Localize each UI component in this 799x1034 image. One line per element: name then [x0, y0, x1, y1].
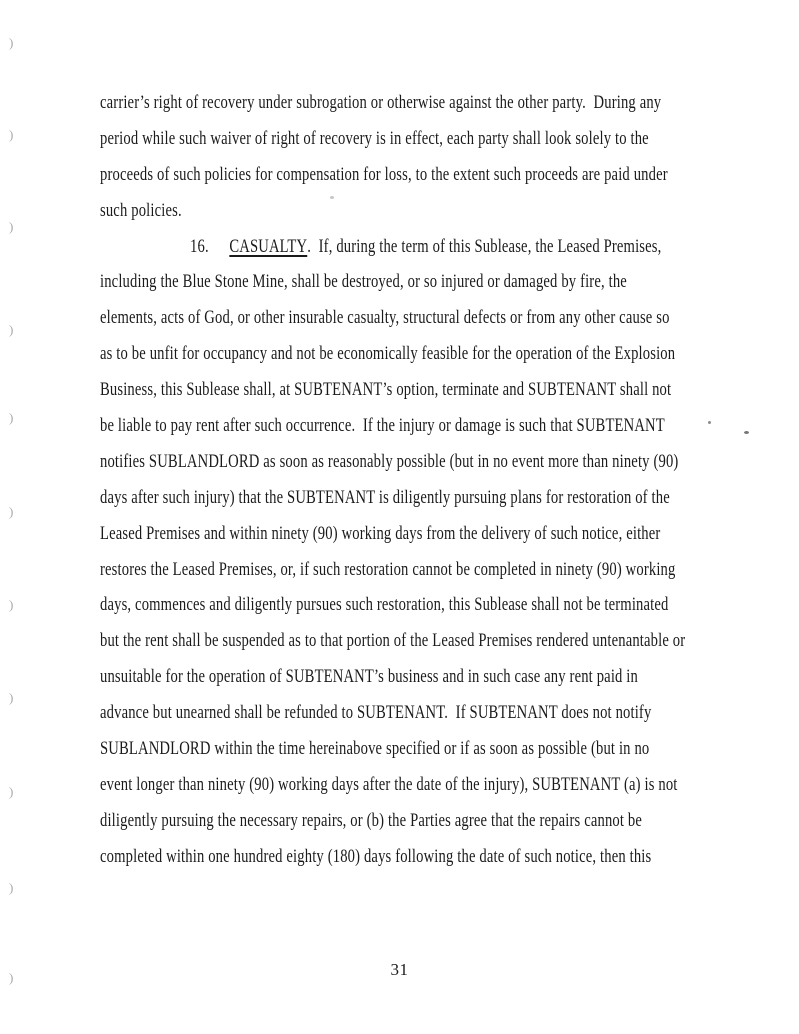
- line-text: but the rent shall be suspended as to that portion of the Leased Premises rendered untenantable or: [100, 631, 686, 652]
- line-text: unsuitable for the operation of SUBTENANT’s business and in such case any rent paid in: [100, 667, 639, 688]
- line-text: . If, during the term of this Sublease, the Leased Premises,: [307, 236, 662, 257]
- document-line: [100, 194, 685, 230]
- document-line: [100, 265, 685, 301]
- scan-speck: [708, 421, 711, 424]
- line-text: completed within one hundred eighty (180) days following the date of such notice, then this: [100, 846, 652, 867]
- document-line: [100, 768, 685, 804]
- binder-mark: ): [9, 504, 14, 519]
- document-line: [100, 553, 685, 589]
- document-line: [100, 517, 685, 553]
- binder-mark: ): [9, 880, 14, 895]
- binder-mark: ): [9, 690, 14, 705]
- binder-mark: ): [9, 784, 14, 799]
- document-line: [100, 732, 685, 768]
- document-line: [100, 301, 685, 337]
- line-text: days after such injury) that the SUBTENANT is diligently pursuing plans for restoration of the: [100, 487, 670, 508]
- document-line: [100, 445, 685, 481]
- line-text: Leased Premises and within ninety (90) working days from the delivery of such notice, either: [100, 523, 661, 544]
- line-text: days, commences and diligently pursues such restoration, this Sublease shall not be terminated: [100, 595, 669, 616]
- document-line: [100, 337, 685, 373]
- document-line: [100, 840, 685, 876]
- binder-mark: ): [9, 35, 14, 50]
- binder-mark: ): [9, 322, 14, 337]
- binder-mark: ): [9, 970, 14, 985]
- document-line: [100, 588, 685, 624]
- document-line: [100, 660, 685, 696]
- line-text: elements, acts of God, or other insurable casualty, structural defects or from any other cause so: [100, 308, 670, 329]
- page-number: 31: [390, 960, 409, 979]
- binder-mark: ): [9, 219, 14, 234]
- document-line: [100, 158, 685, 194]
- scan-speck: [330, 196, 334, 199]
- line-text: notifies SUBLANDLORD as soon as reasonably possible (but in no event more than ninety (90): [100, 451, 679, 472]
- document-line: [100, 230, 685, 266]
- line-text: diligently pursuing the necessary repairs, or (b) the Parties agree that the repairs cannot be: [100, 810, 643, 831]
- document-line: [100, 481, 685, 517]
- document-line: [100, 624, 685, 660]
- line-text: as to be unfit for occupancy and not be economically feasible for the operation of the Explosion: [100, 344, 676, 365]
- line-text: restores the Leased Premises, or, if such restoration cannot be completed in ninety (90) working: [100, 559, 676, 580]
- line-text: carrier’s right of recovery under subrogation or otherwise against the other party. During any: [100, 93, 662, 113]
- binder-mark: ): [9, 597, 14, 612]
- line-text: advance but unearned shall be refunded to SUBTENANT. If SUBTENANT does not notify: [100, 703, 652, 724]
- binder-mark: ): [9, 127, 14, 142]
- binder-mark: ): [9, 410, 14, 425]
- line-text: event longer than ninety (90) working days after the date of the injury), SUBTENANT (a) is not: [100, 774, 678, 795]
- document-line: [100, 409, 685, 445]
- line-text: be liable to pay rent after such occurrence. If the injury or damage is such that SUBTENANT: [100, 416, 665, 437]
- document-line: [100, 86, 685, 122]
- line-text: such policies.: [100, 200, 182, 221]
- line-text: period while such waiver of right of recovery is in effect, each party shall look solely to the: [100, 128, 649, 149]
- document-line: [100, 804, 685, 840]
- line-text: Business, this Sublease shall, at SUBTENANT’s option, terminate and SUBTENANT shall not: [100, 380, 672, 401]
- line-text: including the Blue Stone Mine, shall be destroyed, or so injured or damaged by fire, the: [100, 272, 627, 293]
- section-number: 16.: [190, 236, 209, 257]
- line-text: proceeds of such policies for compensation for loss, to the extent such proceeds are paid under: [100, 164, 668, 185]
- document-line: [100, 696, 685, 732]
- scan-speck: [744, 431, 749, 434]
- document-line: [100, 373, 685, 409]
- document-text: [100, 86, 685, 876]
- section-heading: CASUALTY: [229, 236, 308, 257]
- document-line: [100, 122, 685, 158]
- line-text: SUBLANDLORD within the time hereinabove specified or if as soon as possible (but in no: [100, 739, 650, 760]
